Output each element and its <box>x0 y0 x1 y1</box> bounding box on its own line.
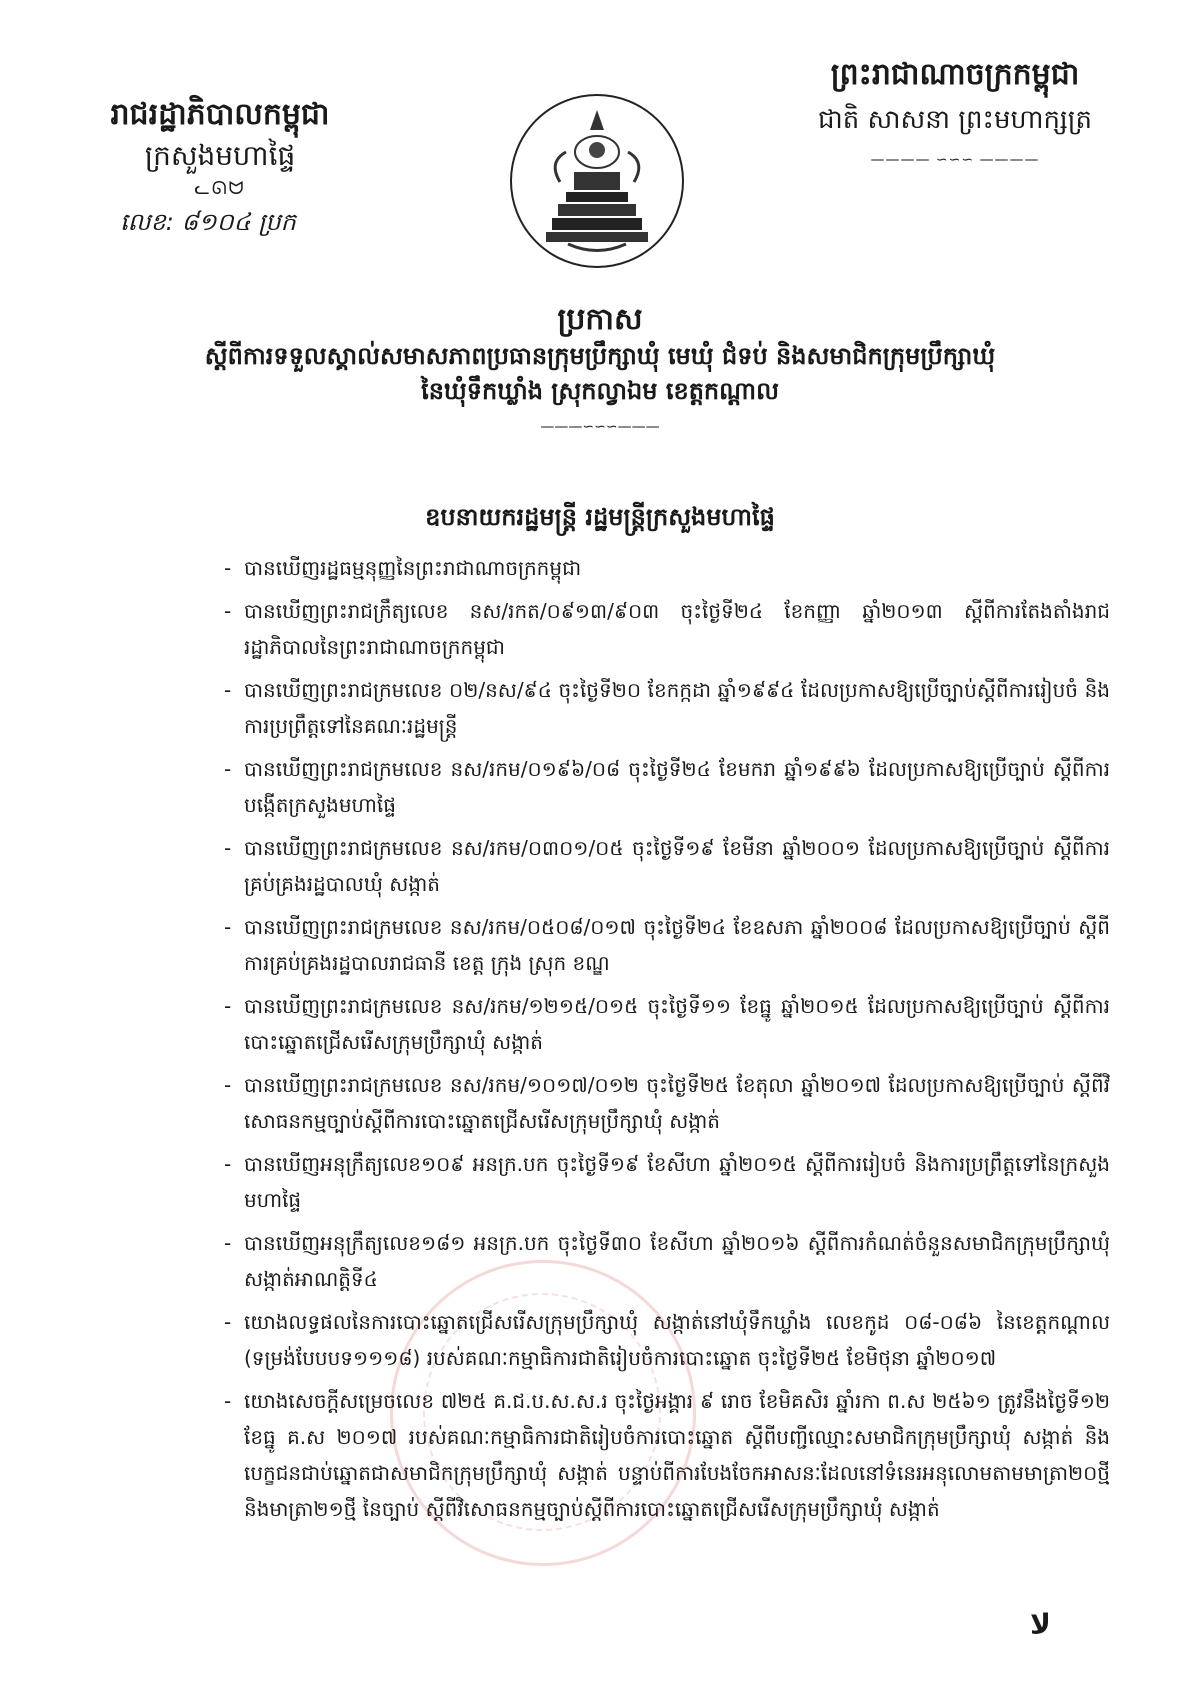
list-item: - យោងសេចក្តីសម្រេចលេខ ៧២៥ គ.ជ.ប.ស.ស.រ ចុះថ្ងៃអង្គារ ៩ រោច ខែមិគសិរ ឆ្នាំរកា ព.ស ២៥៦១ ត្រូវនឹងថ្ងៃទី១២ ខែធ្នូ គ.ស ២០១៧ របស់គណៈកម្មាធិការជាតិរៀបចំការបោះឆ្នោត ស្តីពីបញ្ជីឈ្មោះសមាជិកក្រុមប្រឹក្សាឃុំ សង្កាត់ និងបេក្ខជនជាប់ឆ្នោតជាសមាជិកក្រុមប្រឹក្សាឃុំ សង្កាត់ បន្ទាប់ពីការបែងចែកអាសនៈដែលនៅទំនេរអនុលោមតាមមាត្រា២០ថ្មី និងមាត្រា២១ថ្មី នៃច្បាប់ ស្តីពីវិសោធនកម្មច្បាប់ស្តីពីការបោះឆ្នោតជ្រើសរើសក្រុមប្រឹក្សាឃុំ សង្កាត់ <box>230 1383 1110 1527</box>
list-item: - បានឃើញអនុក្រឹត្យលេខ១៨១ អនក្រ.បក ចុះថ្ងៃទី៣០ ខែសីហា ឆ្នាំ២០១៦ ស្តីពីការកំណត់ចំនួនសមាជិកក្រុមប្រឹក្សាឃុំ សង្កាត់អាណត្តិទី៤ <box>230 1225 1110 1297</box>
government-name: រាជរដ្ឋាភិបាលកម្ពុជា <box>110 97 330 132</box>
list-item: - បានឃើញព្រះរាជក្រមលេខ នស/រកម/០៥០៨/០១៧ ចុះថ្ងៃទី២៤ ខែឧសភា ឆ្នាំ២០០៨ ដែលប្រកាសឱ្យប្រើច្បាប់ ស្តីពីការគ្រប់គ្រងរដ្ឋបាលរាជធានី ខេត្ត ក្រុង ស្រុក ខណ្ឌ <box>230 909 1110 981</box>
bullet-dash: - <box>224 836 232 860</box>
ornament-divider: ———— ∽∽∽ ———— <box>870 151 1040 168</box>
ornament-divider: ᓚᘏᗢ <box>194 178 246 200</box>
bullet-dash: - <box>224 599 232 623</box>
list-item: - យោងលទ្ធផលនៃការបោះឆ្នោតជ្រើសរើសក្រុមប្រឹក្សាឃុំ សង្កាត់នៅឃុំទឹកឃ្លាំង លេខកូដ ០៨-០៨៦ នៃខេត្តកណ្តាល (ទម្រង់បែបបទ១១១៨) របស់គណៈកម្មាធិការជាតិរៀបចំការបោះឆ្នោត ចុះថ្ងៃទី២៥ ខែមិថុនា ឆ្នាំ២០១៧ <box>230 1304 1110 1376</box>
bullet-dash: - <box>224 1310 232 1334</box>
bullet-dash: - <box>224 1152 232 1176</box>
issuer-header <box>90 95 350 242</box>
ornament-divider: ———∽∽∽——— <box>540 418 660 435</box>
list-item: - បានឃើញព្រះរាជក្រមលេខ នស/រកម/១២១៥/០១៥ ចុះថ្ងៃទី១១ ខែធ្នូ ឆ្នាំ២០១៥ ដែលប្រកាសឱ្យប្រើច្បាប់ ស្តីពីការបោះឆ្នោតជ្រើសរើសក្រុមប្រឹក្សាឃុំ សង្កាត់ <box>230 988 1110 1060</box>
bullet-dash: - <box>224 556 232 580</box>
national-motto: ជាតិ សាសនា ព្រះមហាក្សត្រ <box>818 105 1092 135</box>
bullet-dash: - <box>224 1073 232 1097</box>
list-item: - បានឃើញព្រះរាជក្រមលេខ នស/រកម/១០១៧/០១២ ចុះថ្ងៃទី២៥ ខែតុលា ឆ្នាំ២០១៧ ដែលប្រកាសឱ្យប្រើច្បាប់ ស្តីពីវិសោធនកម្មច្បាប់ស្តីពីការបោះឆ្នោតជ្រើសរើសក្រុមប្រឹក្សាឃុំ សង្កាត់ <box>230 1067 1110 1139</box>
bullet-dash: - <box>224 915 232 939</box>
bullet-dash: - <box>224 757 232 781</box>
title-line-1: ស្តីពីការទទួលស្គាល់សមាសភាពប្រធានក្រុមប្រឹក្សាឃុំ មេឃុំ ជំទប់ និងសមាជិកក្រុមប្រឹក្សាឃុំ <box>204 342 996 370</box>
title-main: ប្រកាស <box>557 302 643 337</box>
list-item: - បានឃើញរដ្ឋធម្មនុញ្ញនៃព្រះរាជាណាចក្រកម្ពុជា <box>230 550 1110 586</box>
signatory-title: ឧបនាយករដ្ឋមន្ត្រី រដ្ឋមន្ត្រីក្រសួងមហាផ្ទៃ <box>425 503 775 531</box>
bullet-dash: - <box>224 994 232 1018</box>
kingdom-name: ព្រះរាជាណាចក្រកម្ពុជា <box>830 57 1080 92</box>
handwritten-initial: ﻻ <box>1030 1608 1051 1641</box>
bullet-dash: - <box>224 1389 232 1413</box>
document-title <box>150 300 1050 435</box>
list-item: - បានឃើញព្រះរាជក្រឹត្យលេខ នស/រកត/០៩១៣/៩០៣ ចុះថ្ងៃទី២៤ ខែកញ្ញា ឆ្នាំ២០១៣ ស្តីពីការតែងតាំងរាជរដ្ឋាភិបាលនៃព្រះរាជាណាចក្រកម្ពុជា <box>230 593 1110 665</box>
bullet-dash: - <box>224 678 232 702</box>
list-item: - បានឃើញព្រះរាជក្រមលេខ នស/រកម/០១៩៦/០៨ ចុះថ្ងៃទី២៤ ខែមករា ឆ្នាំ១៩៩៦ ដែលប្រកាសឱ្យប្រើច្បាប់ ស្តីពីការបង្កើតក្រសួងមហាផ្ទៃ <box>230 751 1110 823</box>
stamp-inner-ring <box>423 1293 661 1531</box>
kingdom-header <box>790 55 1120 168</box>
royal-emblem-icon <box>508 92 686 270</box>
bullet-dash: - <box>224 1231 232 1255</box>
title-line-2: នៃឃុំទឹកឃ្លាំង ស្រុកល្វាឯម ខេត្តកណ្តាល <box>421 376 779 405</box>
official-stamp-icon <box>390 1260 696 1566</box>
document-number: លេខ: ៨១០៤ ប្រក <box>120 208 296 237</box>
list-item: - បានឃើញព្រះរាជក្រមលេខ នស/រកម/០៣០១/០៥ ចុះថ្ងៃទី១៩ ខែមីនា ឆ្នាំ២០០១ ដែលប្រកាសឱ្យប្រើច្បាប់ ស្តីពីការគ្រប់គ្រងរដ្ឋបាលឃុំ សង្កាត់ <box>230 830 1110 902</box>
list-item: - បានឃើញអនុក្រឹត្យលេខ១០៩ អនក្រ.បក ចុះថ្ងៃទី១៩ ខែសីហា ឆ្នាំ២០១៥ ស្តីពីការរៀបចំ និងការប្រព្រឹត្តទៅនៃក្រសួងមហាផ្ទៃ <box>230 1146 1110 1218</box>
ministry-name: ក្រសួងមហាផ្ទៃ <box>144 139 296 172</box>
list-item: - បានឃើញព្រះរាជក្រមលេខ ០២/នស/៩៤ ចុះថ្ងៃទី២០ ខែកក្កដា ឆ្នាំ១៩៩៤ ដែលប្រកាសឱ្យប្រើច្បាប់ស្តីពីការរៀបចំ និងការប្រព្រឹត្តទៅនៃគណៈរដ្ឋមន្ត្រី <box>230 672 1110 744</box>
